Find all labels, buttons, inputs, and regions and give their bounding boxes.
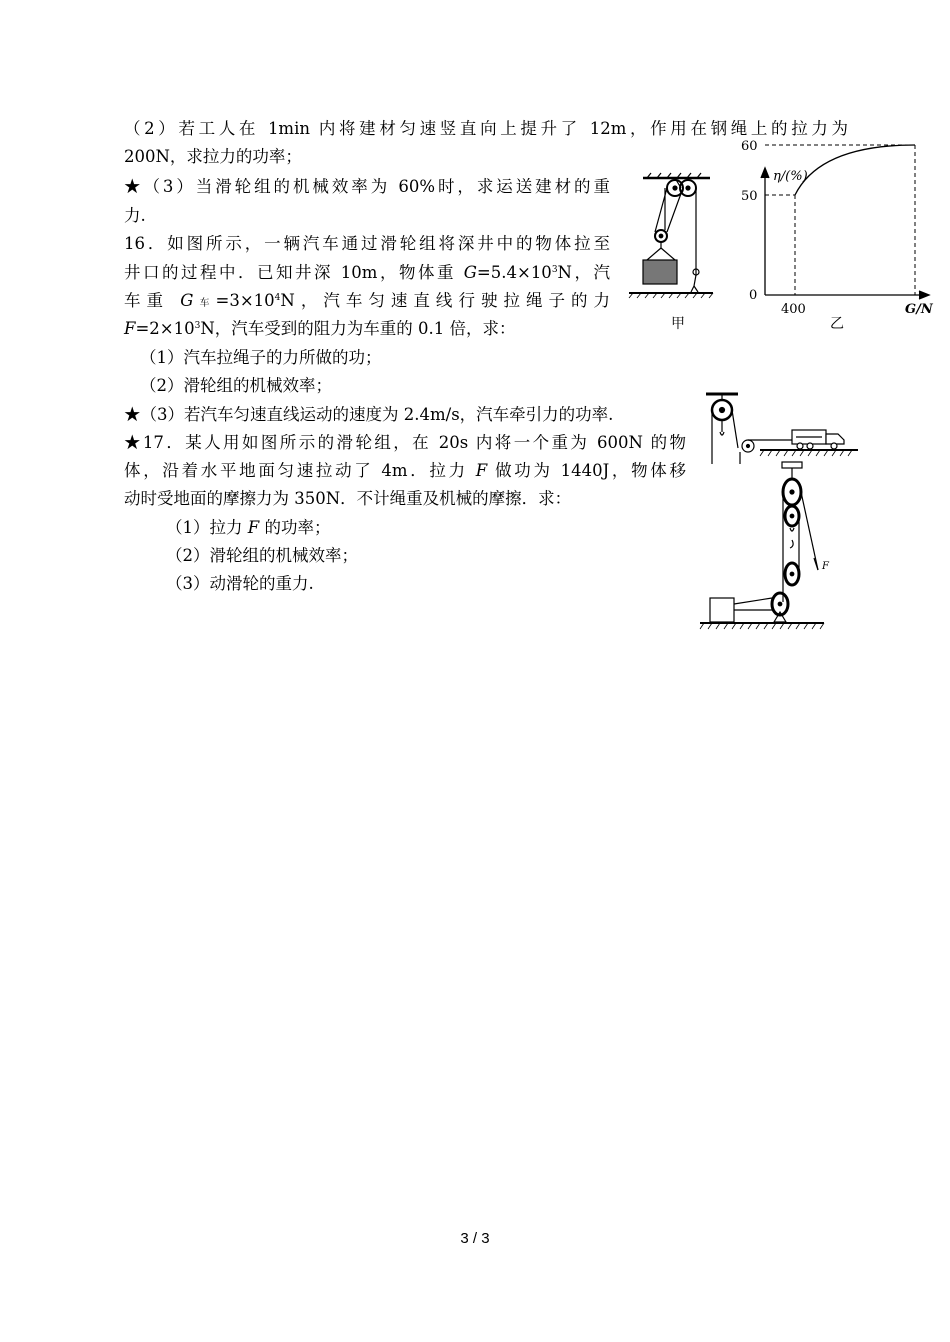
chart-xlabel: G/N [905, 302, 933, 317]
q17-line3: 动时受地面的摩擦力为 350N．不计绳重及机械的摩擦．求： [124, 489, 572, 508]
q16-line4 [124, 317, 516, 341]
q17-part1 [166, 516, 330, 540]
q17-line2-text-b: 做功为 1440J，物体移 [487, 461, 686, 480]
q16-line2 [124, 261, 610, 285]
worker-figure [691, 269, 699, 292]
chart-x-arrow [919, 291, 929, 299]
q16-line3-text-b: =3×10 [215, 291, 275, 310]
q17-force-label: F [822, 561, 829, 572]
chart-tick-60: 60 [741, 139, 758, 154]
q16-var-g: G [463, 263, 477, 282]
chart-tick-0: 0 [749, 288, 758, 303]
q16-line3 [124, 289, 610, 316]
q17-part1-var-f: F [247, 518, 260, 537]
q17-part3: （3）动滑轮的重力. [166, 574, 314, 593]
figure-jia-caption: 甲 [671, 316, 685, 332]
figure-jia-pulley [625, 168, 715, 338]
chart-y-arrow [761, 168, 769, 178]
q17-object-block [710, 598, 734, 622]
q16-part3: ★（3）若汽车匀速直线运动的速度为 2.4m/s，汽车牵引力的功率. [124, 405, 614, 424]
q17-line2-text-a: 体，沿着水平地面匀速拉动了 4m．拉力 [124, 461, 476, 480]
q15-part3-line1: ★（3）当滑轮组的机械效率为 60%时，求运送建材的重 [124, 177, 610, 196]
chart-series-curve [795, 145, 915, 195]
q17-part1-text-a: （1）拉力 [166, 518, 248, 537]
q16-line4-text-a: =2×10 [135, 319, 195, 338]
q15-part2-line2: 200N，求拉力的功率； [124, 147, 302, 166]
q16-part1: （1）汽车拉绳子的力所做的功； [140, 348, 382, 367]
q17-part1-text-b: 的功率； [259, 518, 331, 537]
building-material-block [643, 260, 677, 284]
figure-yi-caption: 乙 [830, 316, 844, 332]
q16-part2: （2）滑轮组的机械效率； [140, 376, 332, 395]
truck-icon [792, 430, 844, 449]
q16-line2-text-b: =5.4×10 [476, 263, 552, 282]
q15-part2-line1: （2）若工人在 1min 内将建材匀速竖直向上提升了 12m，作用在钢绳上的拉力为 [124, 119, 848, 138]
q16-var-f: F [124, 319, 136, 338]
chart-tick-400: 400 [781, 302, 806, 317]
chart-ylabel: η/(%) [773, 169, 808, 184]
q17-var-f: F [475, 461, 488, 480]
q16-line4-exp: 3 [194, 321, 201, 331]
q16-line3-text-a: 车重 [124, 291, 181, 310]
q17-part2: （2）滑轮组的机械效率； [166, 546, 358, 565]
q16-line4-text-b: N，汽车受到的阻力为车重的 0.1 倍，求： [200, 319, 516, 338]
chart-tick-50: 50 [741, 189, 758, 204]
q16-line2-exp: 3 [551, 265, 558, 275]
figure-q17-pulley-group [700, 462, 840, 632]
q16-line2-text-a: 井口的过程中．已知井深 10m，物体重 [124, 263, 464, 282]
q16-line3-text-c: N，汽车匀速直线行驶拉绳子的力 [280, 291, 611, 310]
q16-line3-sub: 车 [193, 298, 216, 309]
q17-line2 [124, 459, 686, 483]
page-number: 3 / 3 [460, 1230, 490, 1247]
q16-var-g-car: G [180, 291, 194, 310]
q17-line1: ★17．某人用如图所示的滑轮组，在 20s 内将一个重为 600N 的物 [124, 433, 686, 452]
q16-line2-text-c: N，汽 [557, 263, 610, 282]
q16-line1: 16．如图所示，一辆汽车通过滑轮组将深井中的物体拉至 [124, 234, 610, 253]
figure-q16-truck-well [700, 388, 860, 470]
q15-part3-line2: 力. [124, 206, 146, 225]
q16-line3-exp: 4 [274, 293, 281, 303]
